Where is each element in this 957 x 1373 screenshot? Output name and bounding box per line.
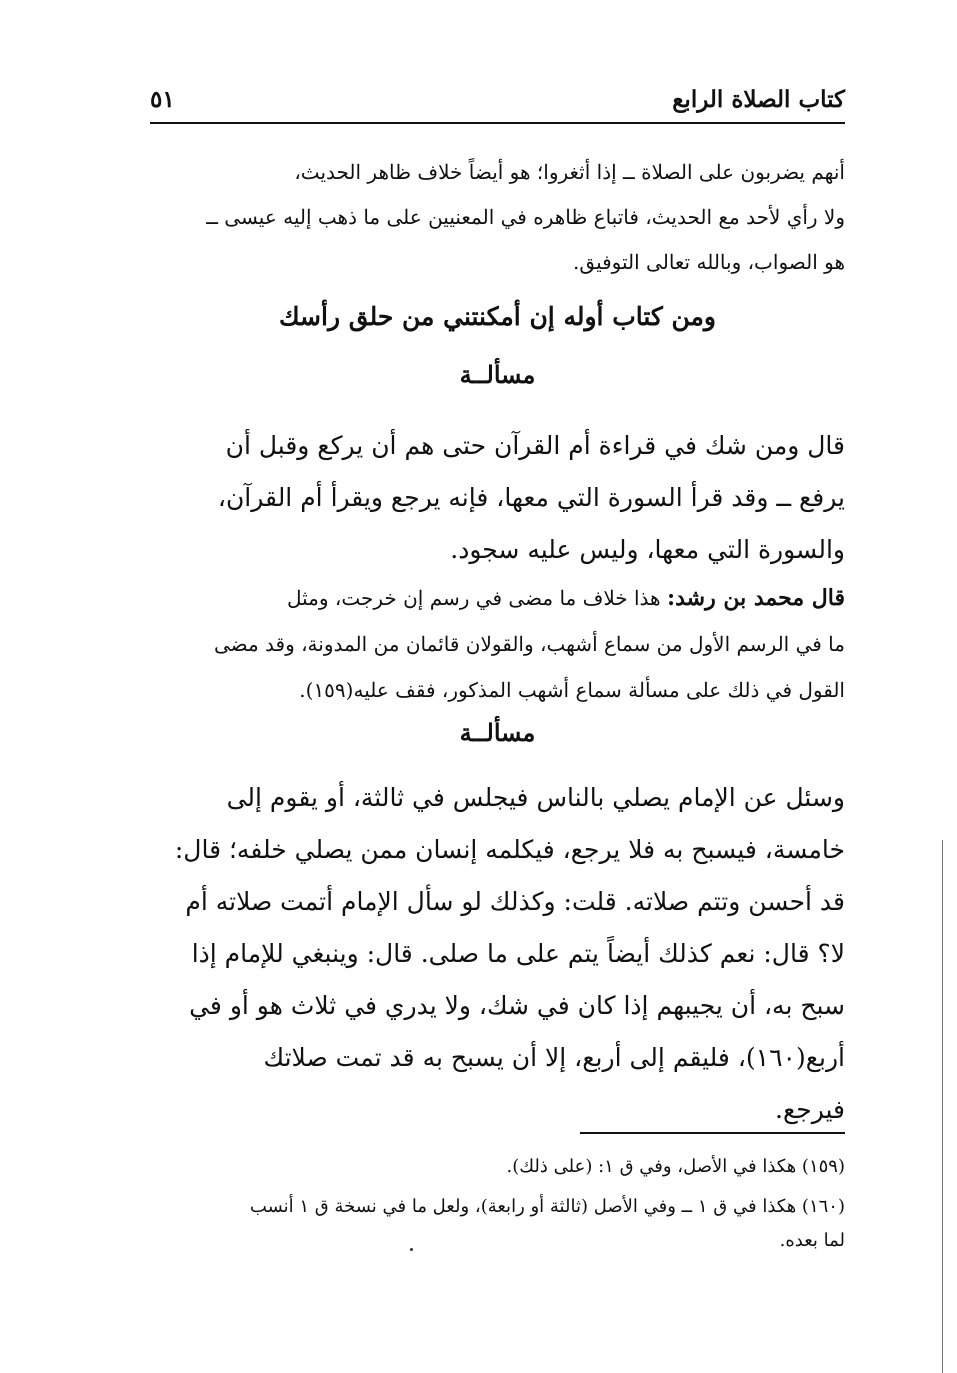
text-line: قال ومن شك في قراءة أم القرآن حتى هم أن يركع وقبل أن — [225, 431, 845, 460]
masala-heading-1: مسألــة — [459, 360, 536, 389]
text-line: وسئل عن الإمام يصلي بالناس فيجلس في ثالثة، أو يقوم إلى — [226, 783, 845, 812]
text-line: القول في ذلك على مسألة سماع أشهب المذكور، فقف عليه(١٥٩). — [299, 678, 845, 702]
text-line: لا؟ قال: نعم كذلك أيضاً يتم على ما صلى. قال: وينبغي للإمام إذا — [191, 939, 845, 968]
masala-1-commentary — [150, 575, 845, 713]
masala-1-question — [150, 420, 845, 576]
footnote-separator — [580, 1132, 845, 1134]
footnote-line: (١٦٠) هكذا في ق ١ ــ وفي الأصل (ثالثة أو رابعة)، ولعل ما في نسخة ق ١ أنسب — [249, 1196, 845, 1217]
text-line: فيرجع. — [775, 1095, 845, 1124]
page-number: ٥١ — [150, 86, 175, 113]
text-line: يرفع ــ وقد قرأ السورة التي معها، فإنه يرجع ويقرأ أم القرآن، — [217, 483, 845, 512]
text-line: والسورة التي معها، وليس عليه سجود. — [450, 535, 845, 564]
footnote-line: لما بعده. — [779, 1230, 845, 1251]
intro-paragraph — [150, 150, 845, 285]
text-line — [150, 575, 845, 621]
text-line: قد أحسن وتتم صلاته. قلت: وكذلك لو سأل الإمام أتمت صلاته أم — [185, 887, 845, 916]
text-line: هو الصواب، وبالله تعالى التوفيق. — [573, 250, 845, 274]
footnote-160 — [150, 1190, 845, 1258]
masala-2-text — [150, 772, 845, 1136]
running-header — [150, 84, 845, 124]
text-line: أربع(١٦٠)، فليقم إلى أربع، إلا أن يسبح به قد تمت صلاتك — [263, 1043, 845, 1072]
text-line: ولا رأي لأحد مع الحديث، فاتباع ظاهره في المعنيين على ما ذهب إليه عيسى ــ — [206, 205, 845, 229]
text-line: ما في الرسم الأول من سماع أشهب، والقولان قائمان من المدونة، وقد مضى — [213, 632, 845, 656]
scan-speck — [410, 1248, 413, 1251]
text-line: سبح به، أن يجيبهم إذا كان في شك، ولا يدري في ثلاث هو أو في — [189, 991, 845, 1020]
running-title: كتاب الصلاة الرابع — [672, 86, 845, 113]
section-heading: ومن كتاب أوله إن أمكنتني من حلق رأسك — [278, 302, 716, 331]
scan-edge-line — [942, 840, 943, 1373]
commentary-text: هذا خلاف ما مضى في رسم إن خرجت، ومثل — [286, 586, 661, 610]
text-line: أنهم يضربون على الصلاة ــ إذا أثغروا؛ هو أيضاً خلاف ظاهر الحديث، — [294, 160, 845, 184]
text-line: خامسة، فيسبح به فلا يرجع، فيكلمه إنسان ممن يصلي خلفه؛ قال: — [174, 835, 845, 864]
footnote-159 — [150, 1150, 845, 1184]
masala-heading-2: مسألــة — [459, 718, 536, 747]
commentator-name: قال محمد بن رشد: — [666, 585, 845, 611]
footnote-line: (١٥٩) هكذا في الأصل، وفي ق ١: (على ذلك). — [506, 1156, 845, 1177]
